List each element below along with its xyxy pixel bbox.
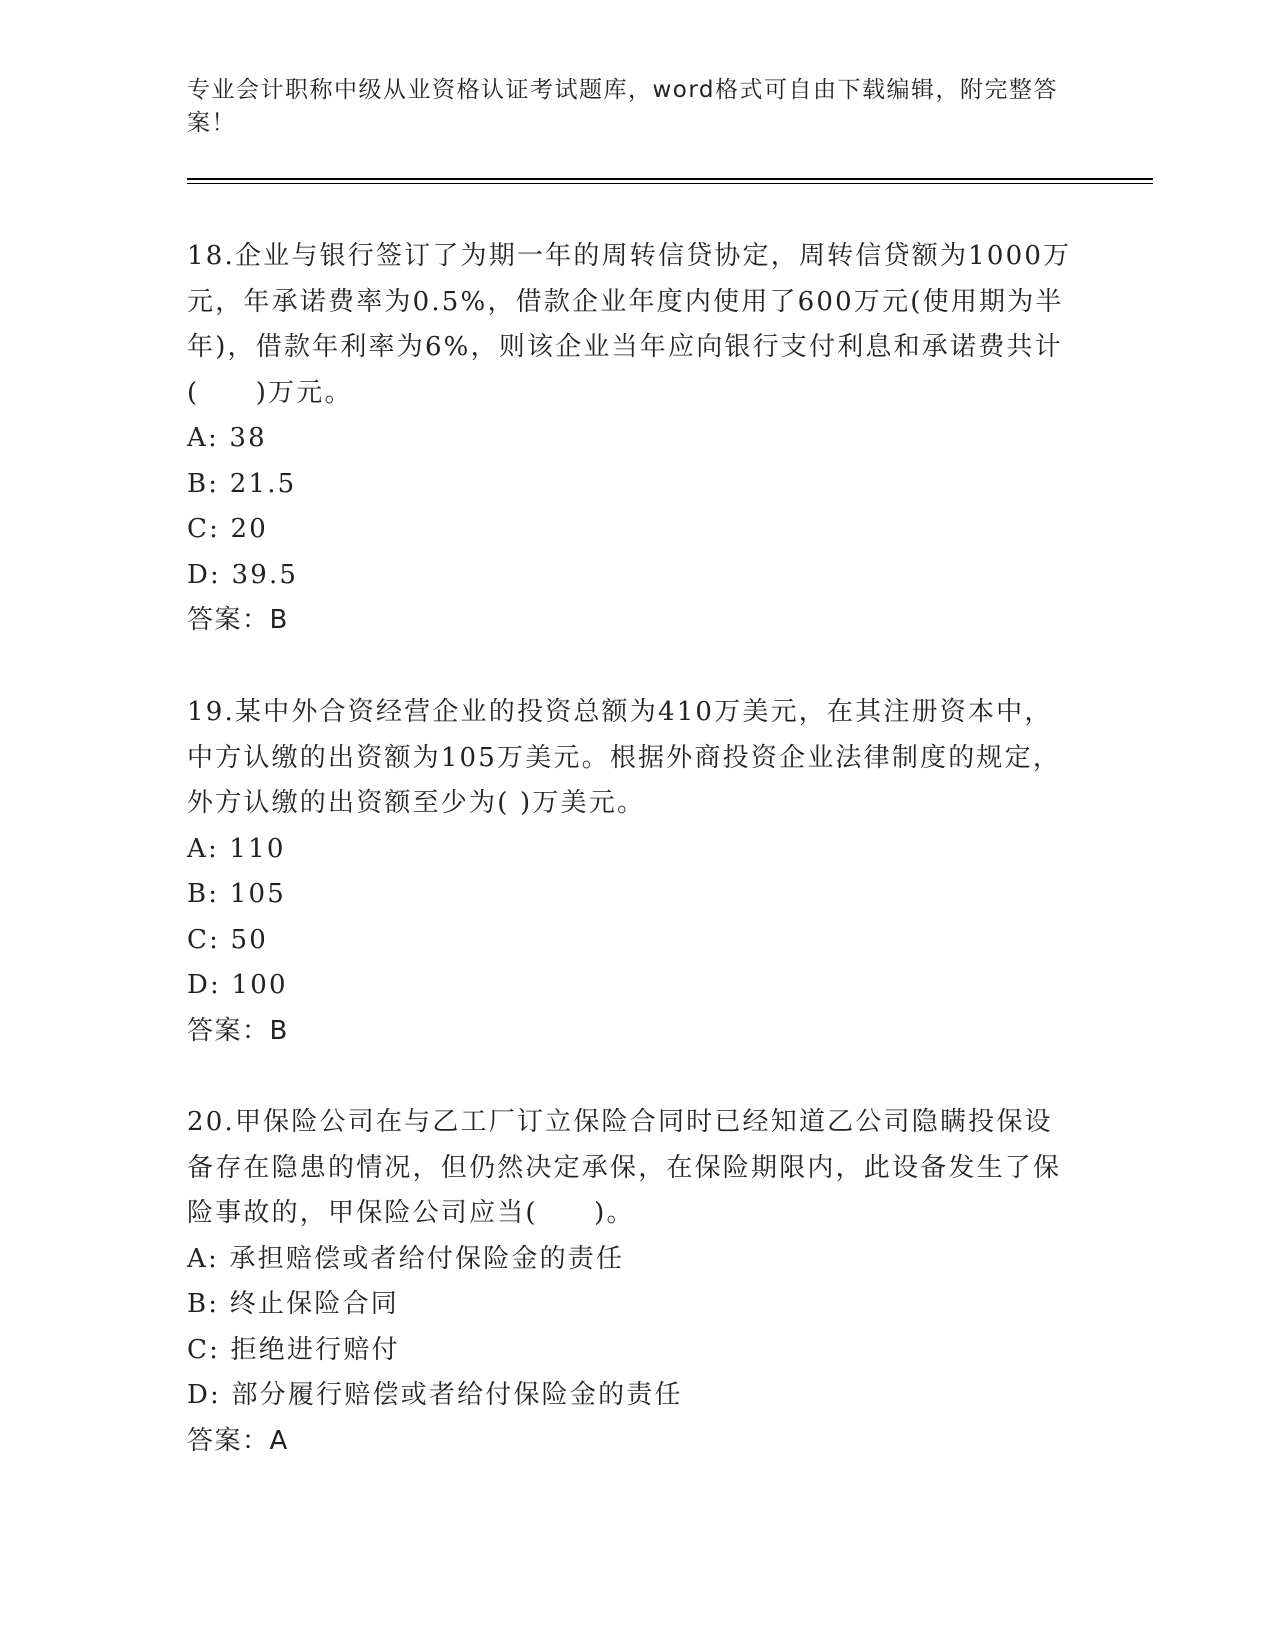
option-d: D: 部分履行赔偿或者给付保险金的责任 — [187, 1380, 683, 1410]
option-a: A: 38 — [187, 423, 267, 453]
question-text: 18.企业与银行签订了为期一年的周转信贷协定，周转信贷额为1000万元，年承诺费率为0.5%，借款企业年度内使用了600万元(使用期为半年)，借款年利率为6%，则该企业当年应向银行支付利息和承诺费共计( )万元。 — [187, 241, 1072, 408]
header-divider-thin — [187, 183, 1153, 184]
option-a: A: 110 — [187, 833, 286, 864]
option-c: C: 20 — [187, 514, 269, 544]
answer: 答案：B — [187, 1015, 289, 1046]
option-c: C: 50 — [187, 924, 269, 955]
page-header: 专业会计职称中级从业资格认证考试题库，word格式可自由下载编辑，附完整答案！ — [187, 77, 1059, 136]
option-b: B: 105 — [187, 879, 286, 909]
header-divider-thick — [187, 178, 1153, 180]
question-text: 20.甲保险公司在与乙工厂订立保险合同时已经知道乙公司隐瞒投保设备存在隐患的情况，但仍然决定承保，在保险期限内，此设备发生了保险事故的，甲保险公司应当( )。 — [187, 1107, 1062, 1228]
option-a: A: 承担赔偿或者给付保险金的责任 — [187, 1243, 625, 1274]
option-b: B: 终止保险合同 — [187, 1289, 399, 1319]
question-18 — [187, 234, 1087, 644]
answer: 答案：B — [187, 605, 289, 635]
option-d: D: 39.5 — [187, 559, 299, 590]
option-b: B: 21.5 — [187, 468, 297, 499]
question-20 — [187, 1100, 1087, 1464]
option-d: D: 100 — [187, 970, 288, 1000]
question-19 — [187, 690, 1087, 1054]
answer: 答案：A — [187, 1425, 289, 1456]
option-c: C: 拒绝进行赔付 — [187, 1334, 400, 1365]
question-text: 19.某中外合资经营企业的投资总额为410万美元，在其注册资本中，中方认缴的出资额为105万美元。根据外商投资企业法律制度的规定，外方认缴的出资额至少为( )万美元。 — [187, 697, 1062, 818]
